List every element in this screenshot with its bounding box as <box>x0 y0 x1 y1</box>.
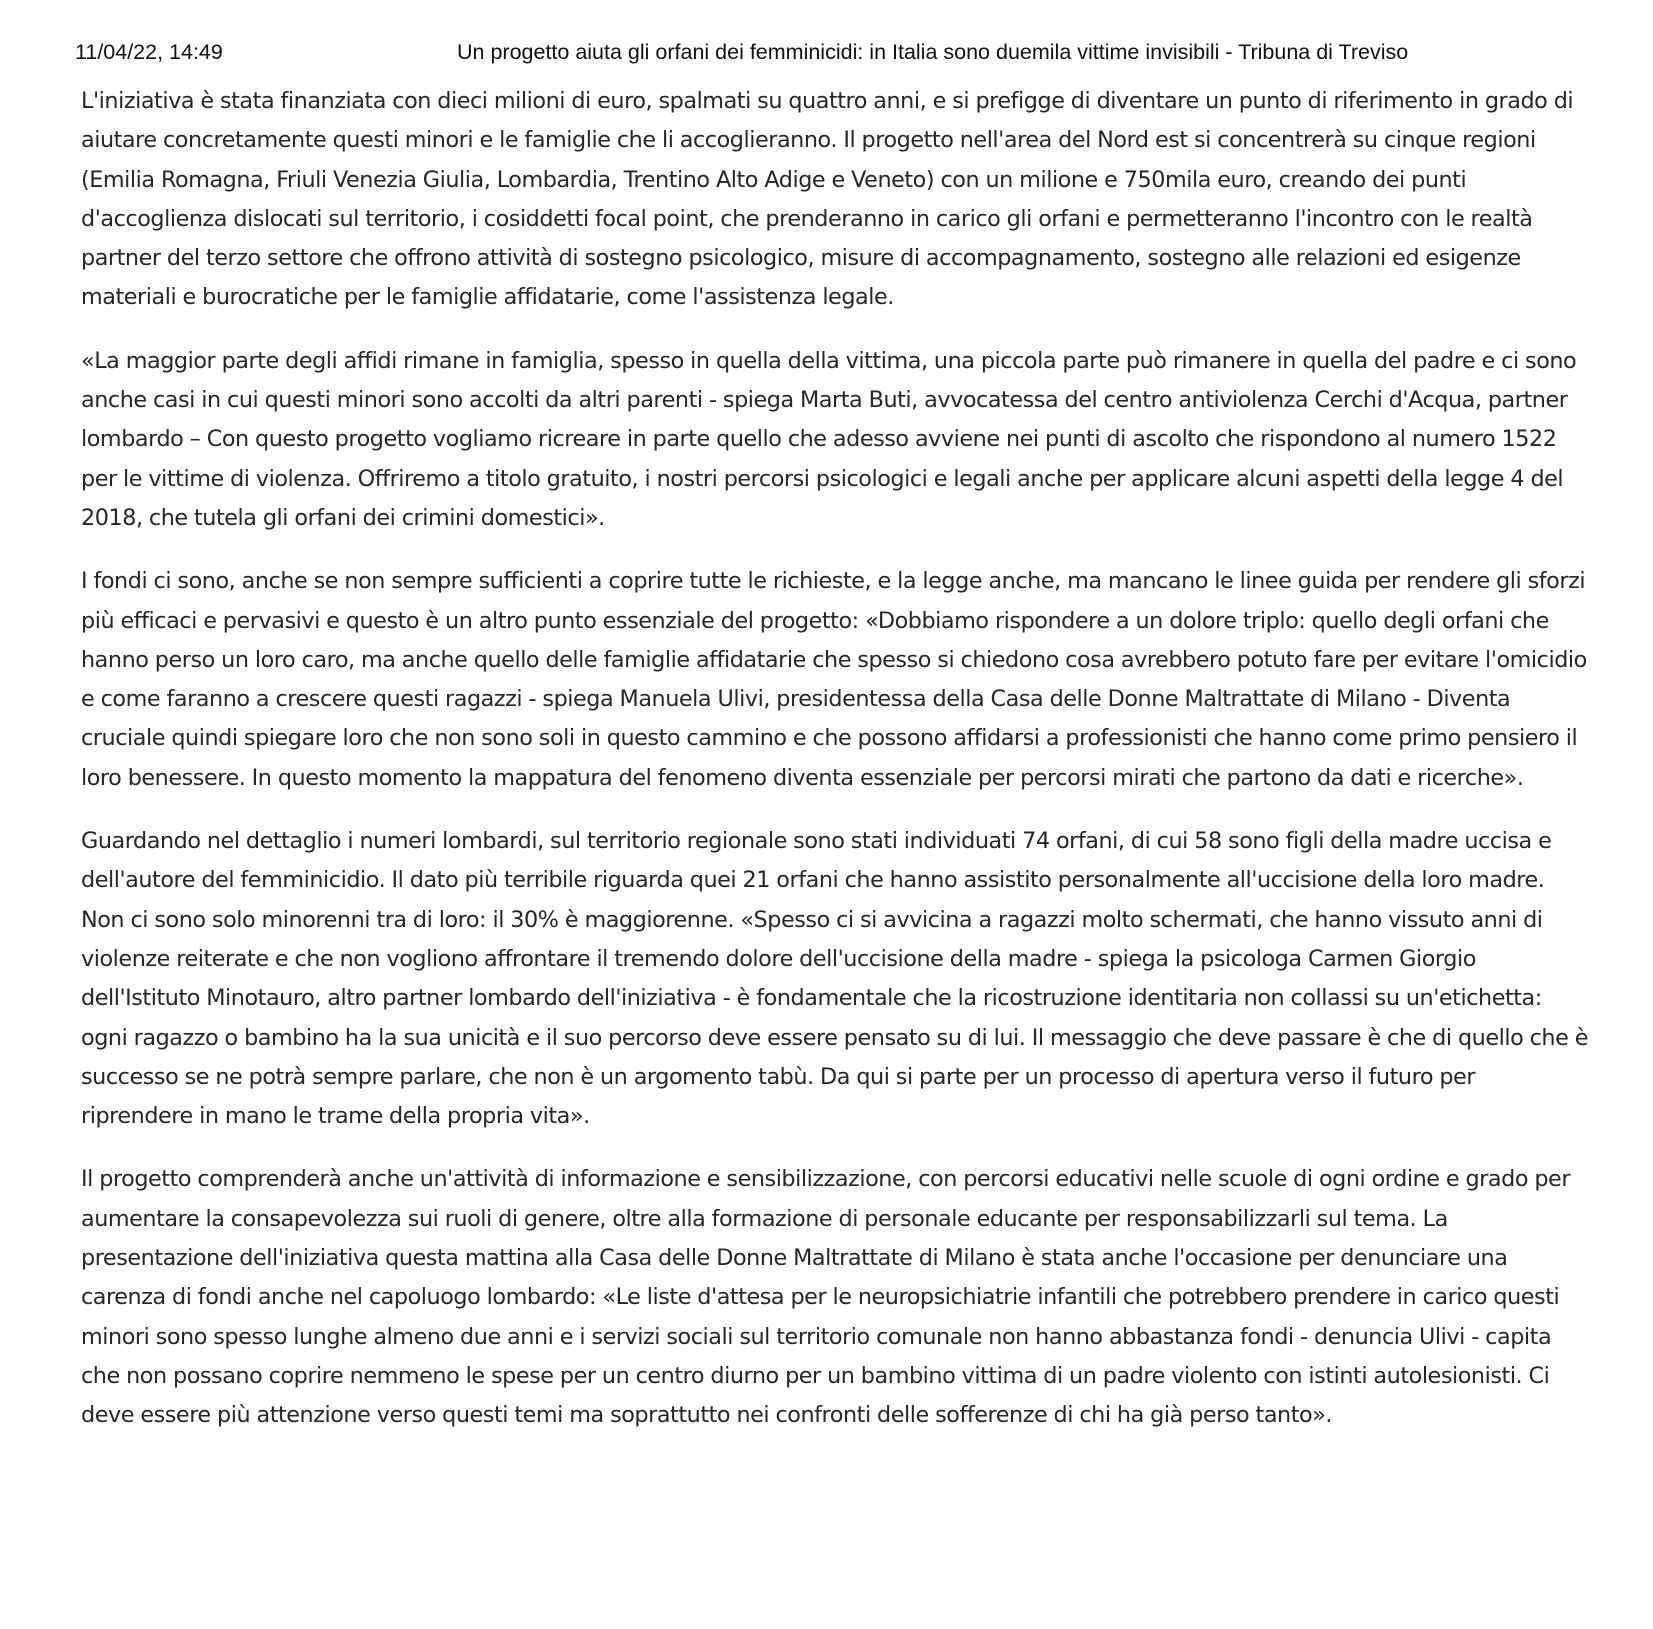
document-title: Un progetto aiuta gli orfani dei femminicidi: in Italia sono duemila vittime invisibili - Tribuna di Treviso <box>457 40 1409 64</box>
print-timestamp: 11/04/22, 14:49 <box>75 40 223 64</box>
article-paragraph: L'iniziativa è stata finanziata con dieci milioni di euro, spalmati su quattro anni, e si prefigge di diventare un punto di riferimento in grado di aiutare concretamente questi minori e le famiglie che li accoglieranno. Il progetto nell'area del Nord est si concentrerà su cinque regioni (Emilia Romagna, Friuli Venezia Giulia, Lombardia, Trentino Alto Adige e Veneto) con un milione e 750mila euro, creando dei punti d'accoglienza dislocati sul territorio, i cosiddetti focal point, che prenderanno in carico gli orfani e permetteranno l'incontro con le realtà partner del terzo settore che offrono attività di sostegno psicologico, misure di accompagnamento, sostegno alle relazioni ed esigenze materiali e burocratiche per le famiglie affidatarie, come l'assistenza legale. <box>81 88 1574 311</box>
article-paragraph: Il progetto comprenderà anche un'attività di informazione e sensibilizzazione, con percorsi educativi nelle scuole di ogni ordine e grado per aumentare la consapevolezza sui ruoli di genere, oltre alla formazione di personale educante per responsabilizzarli sul tema. La presentazione dell'iniziativa questa mattina alla Casa delle Donne Maltrattate di Milano è stata anche l'occasione per denunciare una carenza di fondi anche nel capoluogo lombardo: «Le liste d'attesa per le neuropsichiatrie infantili che potrebbero prendere in carico questi minori sono spesso lunghe almeno due anni e i servizi sociali sul territorio comunale non hanno abbastanza fondi - denuncia Ulivi - capita che non possano coprire nemmeno le spese per un centro diurno per un bambino vittima di un padre violento con istinti autolesionisti. Ci deve essere più attenzione verso questi temi ma soprattutto nei confronti delle sofferenze di chi ha già perso tanto». <box>81 1166 1571 1429</box>
article-body <box>81 82 1591 1460</box>
article-paragraph: Guardando nel dettaglio i numeri lombardi, sul territorio regionale sono stati individuati 74 orfani, di cui 58 sono figli della madre uccisa e dell'autore del femminicidio. Il dato più terribile riguarda quei 21 orfani che hanno assistito personalmente all'uccisione della loro madre. Non ci sono solo minorenni tra di loro: il 30% è maggiorenne. «Spesso ci si avvicina a ragazzi molto schermati, che hanno vissuto anni di violenze reiterate e che non vogliono affrontare il tremendo dolore dell'uccisione della madre - spiega la psicologa Carmen Giorgio dell'Istituto Minotauro, altro partner lombardo dell'iniziativa - è fondamentale che la ricostruzione identitaria non collassi su un'etichetta: ogni ragazzo o bambino ha la sua unicità e il suo percorso deve essere pensato su di lui. Il messaggio che deve passare è che di quello che è successo se ne potrà sempre parlare, che non è un argomento tabù. Da qui si parte per un processo di apertura verso il futuro per riprendere in mano le trame della propria vita». <box>81 828 1588 1130</box>
article-paragraph: «La maggior parte degli affidi rimane in famiglia, spesso in quella della vittima, una piccola parte può rimanere in quella del padre e ci sono anche casi in cui questi minori sono accolti da altri parenti - spiega Marta Buti, avvocatessa del centro antiviolenza Cerchi d'Acqua, partner lombardo – Con questo progetto vogliamo ricreare in parte quello che adesso avviene nei punti di ascolto che rispondono al numero 1522 per le vittime di violenza. Offriremo a titolo gratuito, i nostri percorsi psicologici e legali anche per applicare alcuni aspetti della legge 4 del 2018, che tutela gli orfani dei crimini domestici». <box>81 347 1577 531</box>
print-header <box>75 40 1585 70</box>
article-paragraph: I fondi ci sono, anche se non sempre sufficienti a coprire tutte le richieste, e la legge anche, ma mancano le linee guida per rendere gli sforzi più efficaci e pervasivi e questo è un altro punto essenziale del progetto: «Dobbiamo rispondere a un dolore triplo: quello degli orfani che hanno perso un loro caro, ma anche quello delle famiglie affidatarie che spesso si chiedono cosa avrebbero potuto fare per evitare l'omicidio e come faranno a crescere questi ragazzi - spiega Manuela Ulivi, presidentessa della Casa delle Donne Maltrattate di Milano - Diventa cruciale quindi spiegare loro che non sono soli in questo cammino e che possono affidarsi a professionisti che hanno come primo pensiero il loro benessere. In questo momento la mappatura del fenomeno diventa essenziale per percorsi mirati che partono da dati e ricerche». <box>81 568 1587 791</box>
